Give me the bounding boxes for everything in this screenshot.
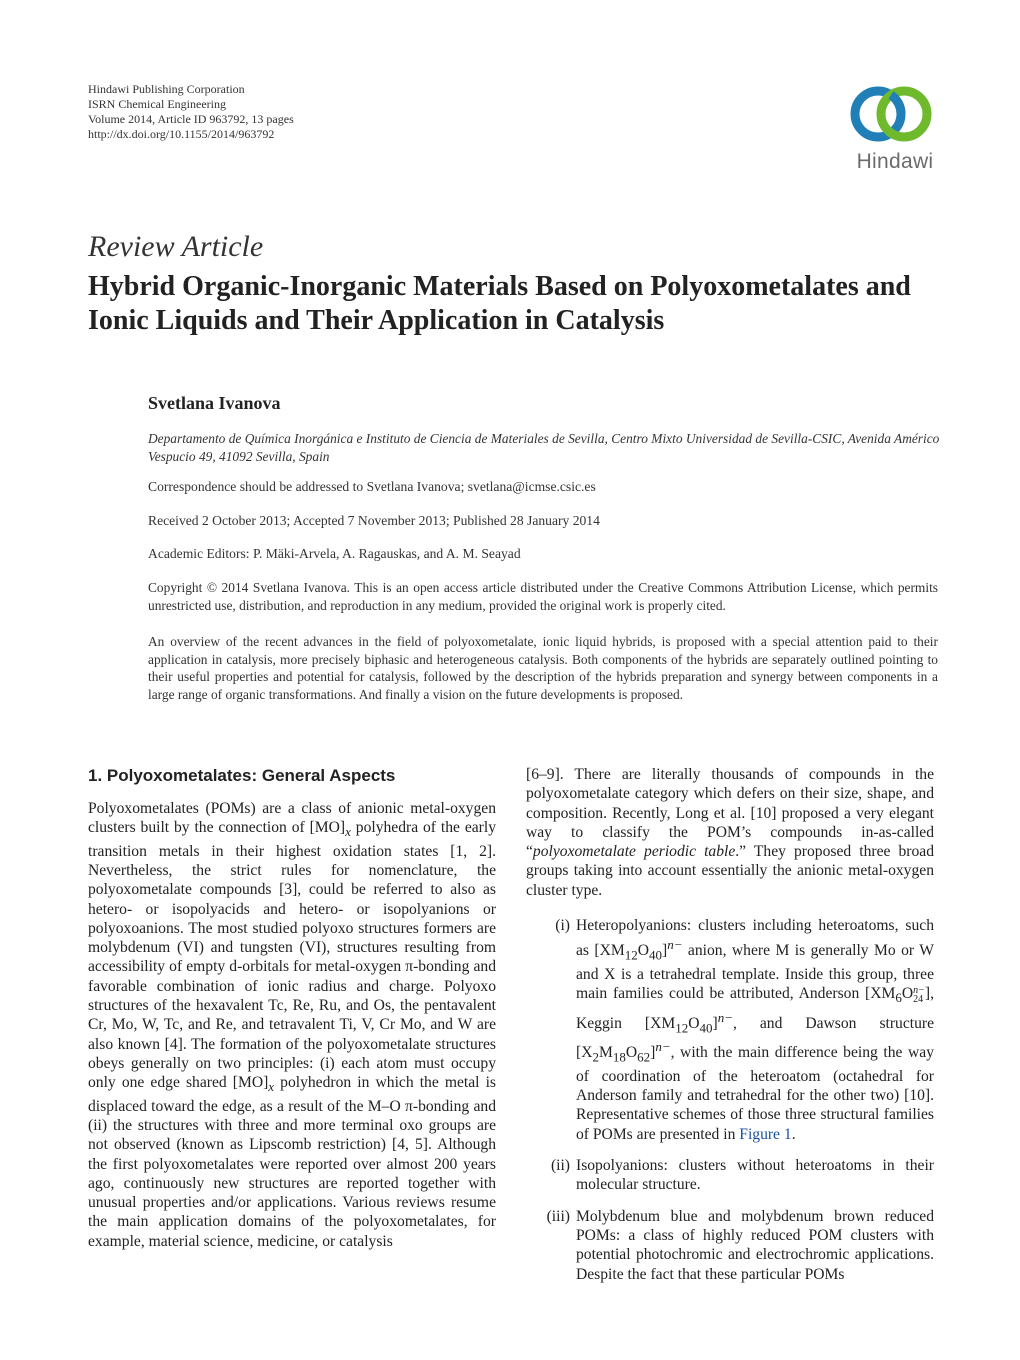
hindawi-logo-text: Hindawi	[856, 150, 934, 173]
left-column	[88, 765, 496, 1251]
volume-line: Volume 2014, Article ID 963792, 13 pages	[88, 112, 294, 126]
publisher-line: Hindawi Publishing Corporation	[88, 82, 245, 96]
list-item: (iii) Molybdenum blue and molybdenum brown reduced POMs: a class of highly reduced POM clusters with potential photochromic and electrochromic applications. Despite the fact that these particular POMs	[546, 1207, 934, 1283]
body-paragraph-2: [6–9]. There are literally thousands of compounds in the polyoxometalate category which defers on their size, shape, and composition. Recently, Long et al. [10] proposed a very elegant way to classify the POM’s compounds in-as-called “polyoxometalate periodic table.” They proposed three broad groups taking into account essentially the anionic metal-oxygen cluster type.	[526, 766, 934, 899]
journal-header	[88, 82, 294, 142]
journal-line: ISRN Chemical Engineering	[88, 97, 226, 111]
article-type: Review Article	[88, 230, 264, 263]
figure-1-link[interactable]: Figure 1	[739, 1125, 792, 1143]
article-title: Hybrid Organic-Inorganic Materials Based on Polyoxometalates and Ionic Liquids and Their Application in Catalysis	[88, 271, 911, 336]
abstract: An overview of the recent advances in the field of polyoxometalate, ionic liquid hybrids, is proposed with a special attention paid to their application in catalysis, more precisely biphasic and heterogeneous catalysis. Both components of the hybrids are separately outlined pointing to their useful properties and potential for catalysis, followed by the description of the hybrids preparation and synergy between components in a large range of organic transformations. And finally a vision on the future developments is proposed.	[148, 634, 938, 703]
doi-link[interactable]: http://dx.doi.org/10.1155/2014/963792	[88, 127, 275, 141]
correspondence-line: Correspondence should be addressed to Svetlana Ivanova; svetlana@icmse.csic.es	[148, 479, 596, 494]
dates-line: Received 2 October 2013; Accepted 7 November 2013; Published 28 January 2014	[148, 513, 600, 528]
right-column	[526, 765, 934, 1284]
list-item: (ii) Isopolyanions: clusters without heteroatoms in their molecular structure.	[550, 1157, 934, 1194]
list-item: (i) Heteropolyanions: clusters including heteroatoms, such as $[XM_{12}O_{40}]^{n-}$ anion, where M is generally Mo or W and X is a tetrahedral template. Inside this group, three main families could be attributed, Anderson [$XM_6O$ n− 24 ], Keggin $[XM_{12}O_{40}]^{n-}$, and Dawson structure $[X_2M_{18}O_{62}]^{n-}$, with the main difference being the way of coordination of the heteroatom (octahedral for Anderson family and tetrahedral for the other two) [10]. Representative schemes of those three structural families of POMs are presented in Figure 1.	[555, 917, 934, 1143]
copyright-notice: Copyright © 2014 Svetlana Ivanova. This is an open access article distributed under the Creative Commons Attribution License, which permits unrestricted use, distribution, and reproduction in any medium, provided the original work is properly cited.	[148, 580, 938, 613]
editors-line: Academic Editors: P. Mäki-Arvela, A. Ragauskas, and A. M. Seayad	[148, 546, 521, 561]
author-affiliation: Departamento de Química Inorgánica e Instituto de Ciencia de Materiales de Sevilla, Centro Mixto Universidad de Sevilla-CSIC, Avenida Américo Vespucio 49, 41092 Sevilla, Spain	[148, 431, 940, 464]
section-heading: 1. Polyoxometalates: General Aspects	[88, 766, 396, 785]
body-paragraph-1: Polyoxometalates (POMs) are a class of anionic metal-oxygen clusters built by the connection of $[MO]_x$ polyhedra of the early transition metals in their highest oxidation states [1, 2]. Nevertheless, the strict rules for nomenclature, the polyoxometalate compounds [3], could be referred to also as hetero- or isopolyacids and hetero- or isopolyanions or polyoxoanions. The most studied polyoxo structures formers are molybdenum (VI) and tungsten (VI), structures resulting from accessibility of empty d-orbitals for metal-oxygen π-bonding and favorable combination of ionic radius and charge. Polyoxo structures of the hexavalent Tc, Re, Ru, and Os, the pentavalent Cr, Mo, W, Tc, and Re, and tetravalent Ti, V, Cr Mo, and W are also known [4]. The formation of the polyoxometalate structures obeys generally on two principles: (i) each atom must occupy only one edge shared $[MO]_x$ polyhedron in which the metal is displaced toward the edge, as a result of the M–O π-bonding and (ii) the structures with three and more terminal oxo groups are not observed (known as Lipscomb restriction) [4, 5]. Although the first polyoxometalates were reported over almost 200 years ago, continuously new structures are reported together with unusual properties and/or applications. Various reviews resume the main application domains of the polyoxometalates, for example, material science, medicine, or catalysis	[88, 800, 496, 1250]
author-name: Svetlana Ivanova	[148, 393, 281, 413]
